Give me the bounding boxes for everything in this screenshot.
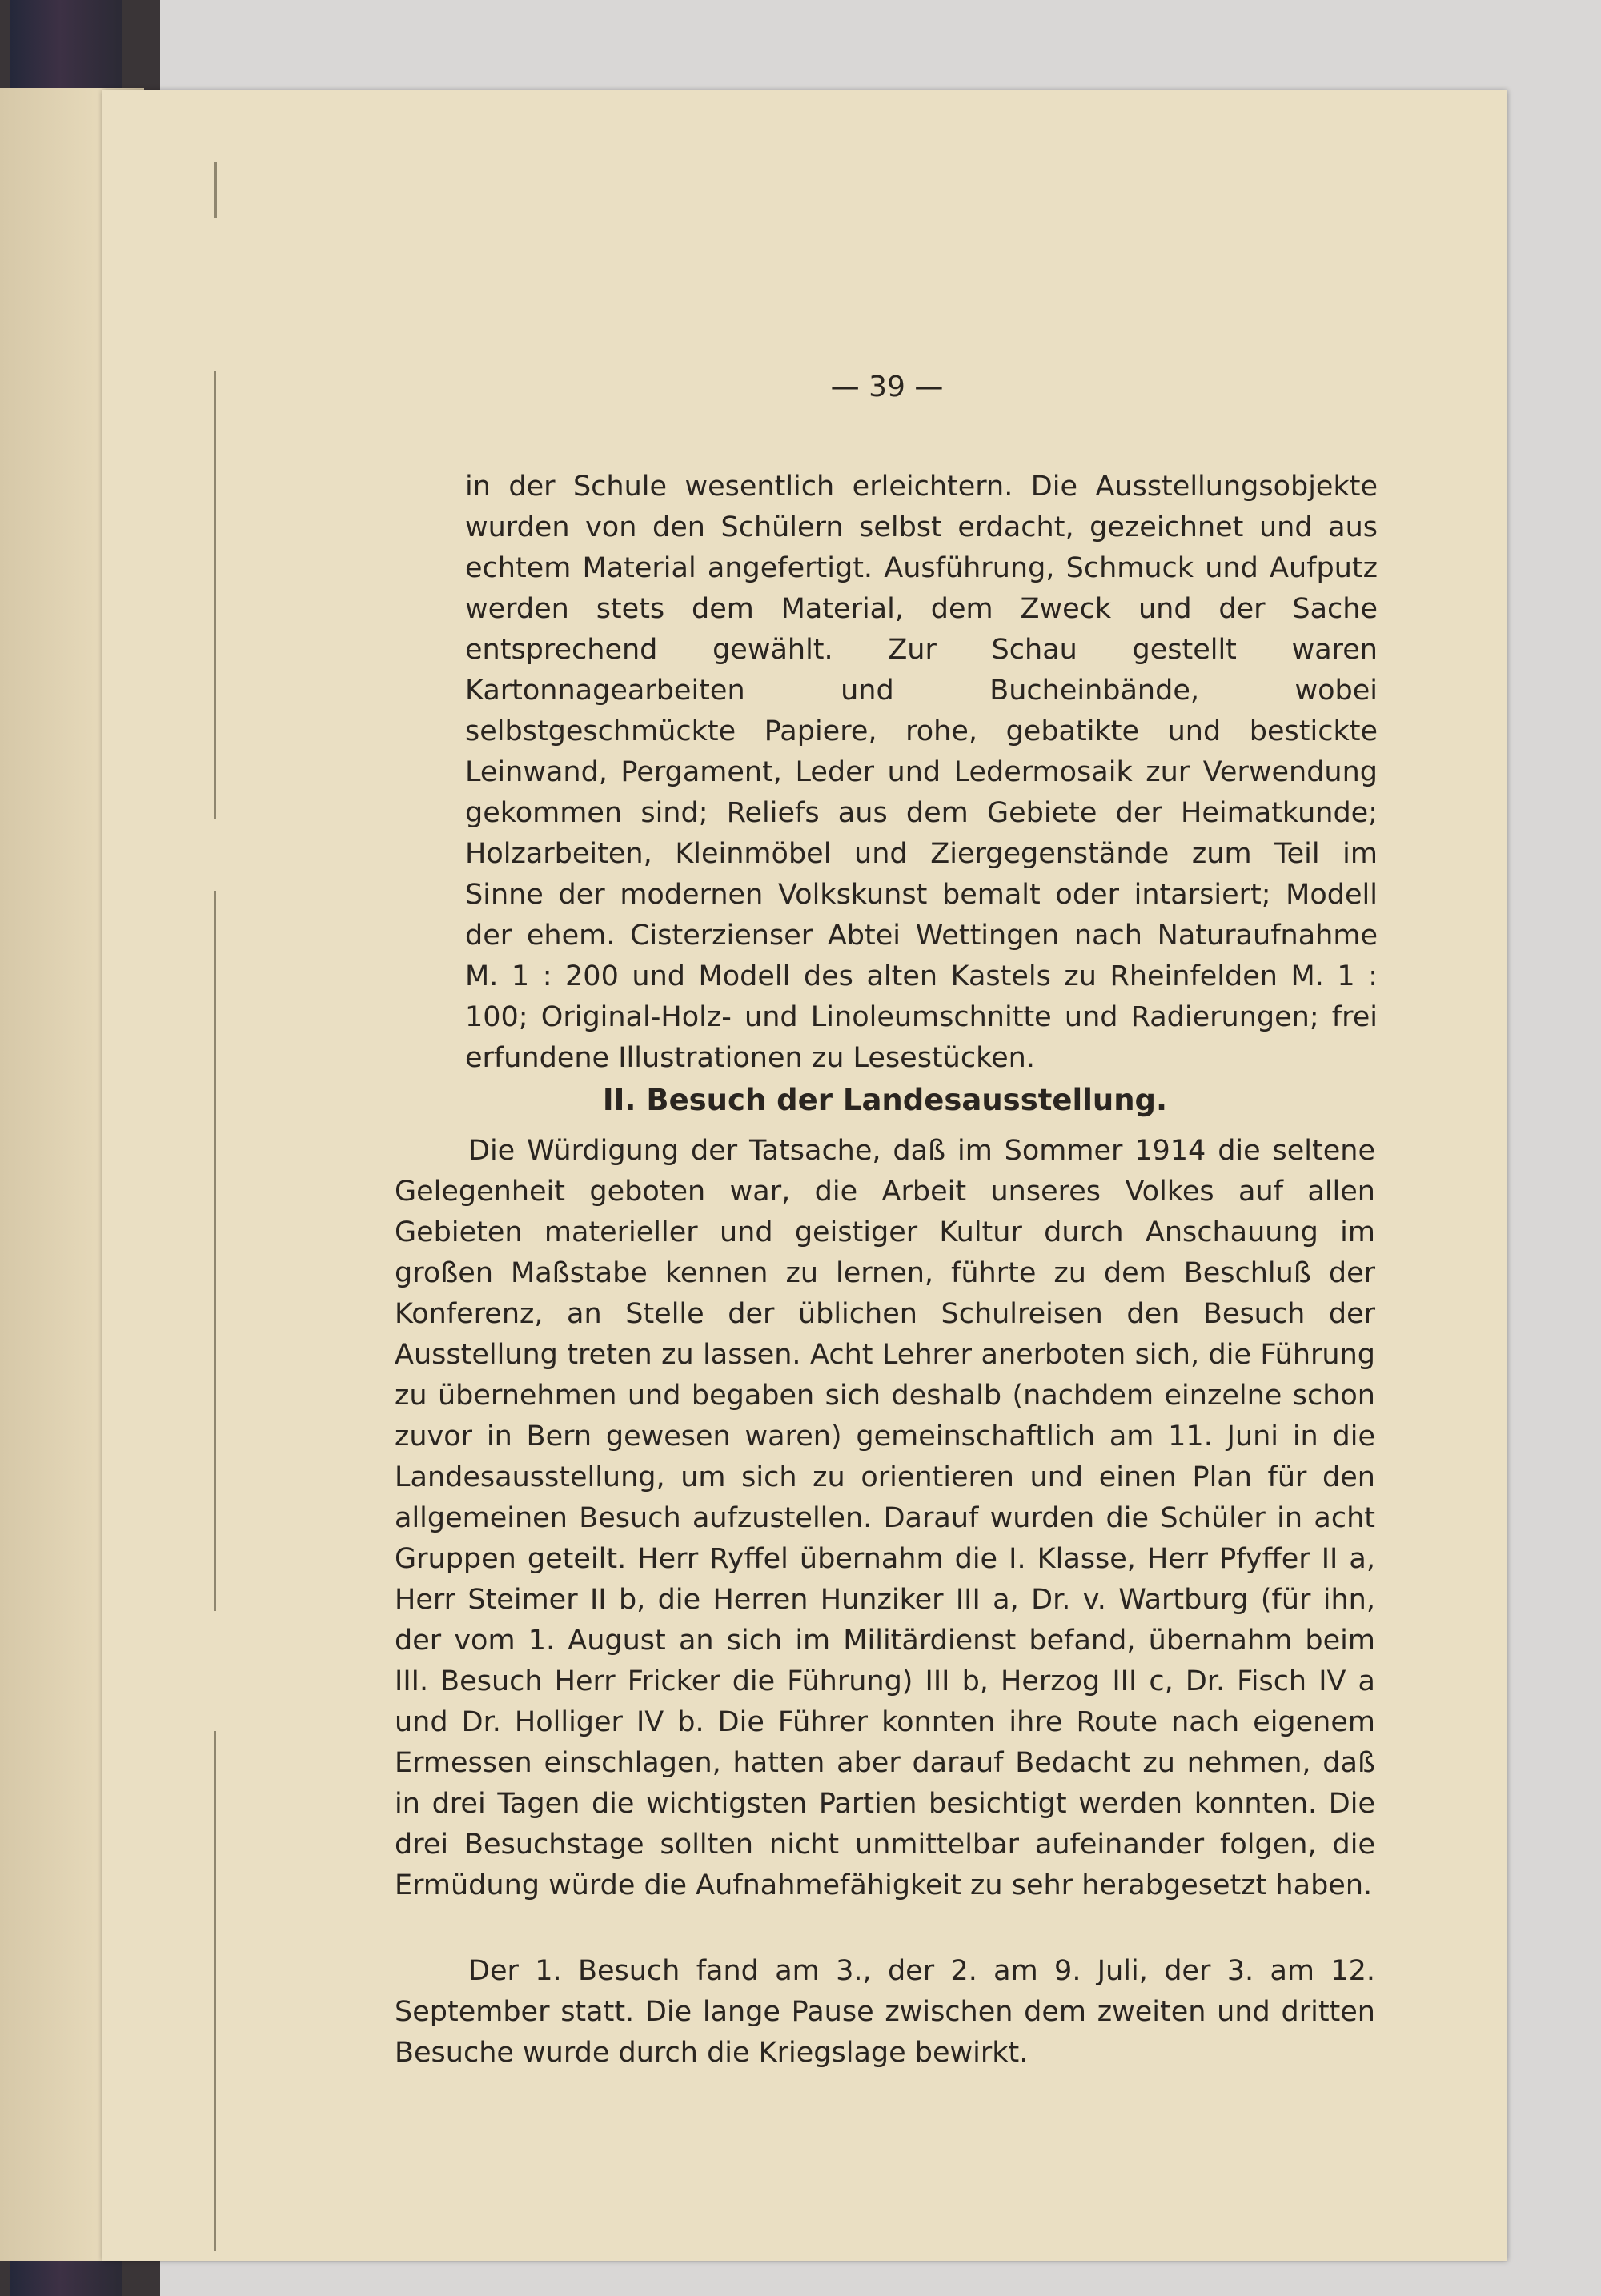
gutter-shadow <box>214 162 217 218</box>
paragraph-visit-dates <box>395 1951 1375 2074</box>
paragraph-visit-exhibition <box>395 1131 1375 1906</box>
gutter-shadow <box>214 1731 216 2251</box>
page-number: — 39 — <box>830 371 944 403</box>
paragraph-continuation <box>465 467 1378 1079</box>
paragraph-text: Die Würdigung der Tatsache, daß im Sommer 1914 die seltene Gelegenheit geboten war, die Arbeit unseres Volkes auf allen Gebieten materieller und geistiger Kultur durch Anschauung im großen Maßstabe kennen zu lernen, führte zu dem Beschluß der Konferenz, an Stelle der üblichen Schulreisen den Besuch der Ausstellung treten zu lassen. Acht Lehrer anerboten sich, die Führung zu übernehmen und begaben sich deshalb (nachdem einzelne schon zuvor in Bern gewesen waren) gemeinschaftlich am 11. Juni in die Landesausstellung, um sich zu orientieren und einen Plan für den allgemeinen Besuch aufzustellen. Darauf wurden die Schüler in acht Gruppen geteilt. Herr Ryffel übernahm die I. Klasse, Herr Pfyffer II a, Herr Steimer II b, die Herren Hunziker III a, Dr. v. Wartburg (für ihn, der vom 1. August an sich im Militärdienst befand, übernahm beim III. Besuch Herr Fricker die Führung) III b, Herzog III c, Dr. Fisch IV a und Dr. Holliger IV b. Die Führer konnten ihre Route nach eigenem Ermessen einschlagen, hatten aber darauf Bedacht zu nehmen, daß in drei Tagen die wichtigsten Partien besichtigt werden konnten. Die drei Besuchstage sollten nicht unmittelbar aufeinander folgen, die Ermüdung würde die Aufnahmefähigkeit zu sehr herabgesetzt haben. <box>395 1135 1375 1901</box>
paragraph-text: Der 1. Besuch fand am 3., der 2. am 9. Juli, der 3. am 12. September statt. Die lange Pause zwischen dem zweiten und dritten Besuche wurde durch die Kriegslage bewirkt. <box>395 1955 1375 2069</box>
gutter-shadow <box>214 371 216 819</box>
book-page <box>102 90 1507 2261</box>
section-heading: II. Besuch der Landesausstellung. <box>602 1083 1168 1117</box>
paragraph-text: in der Schule wesentlich erleichtern. Die Ausstellungsobjekte wurden von den Schülern selbst erdacht, gezeichnet und aus echtem Material angefertigt. Ausführung, Schmuck und Aufputz werden stets dem Material, dem Zweck und der Sache entsprechend gewählt. Zur Schau gestellt waren Kartonnagearbeiten und Bucheinbände, wobei selbstgeschmückte Papiere, rohe, gebatikte und bestickte Leinwand, Pergament, Leder und Ledermosaik zur Verwendung gekommen sind; Reliefs aus dem Gebiete der Heimatkunde; Holzarbeiten, Kleinmöbel und Ziergegenstände zum Teil im Sinne der modernen Volkskunst bemalt oder intarsiert; Modell der ehem. Cisterzienser Abtei Wettingen nach Naturaufnahme M. 1 : 200 und Modell des alten Kastels zu Rheinfelden M. 1 : 100; Original-Holz- und Linoleumschnitte und Radierungen; frei erfundene Illustrationen zu Lesestücken. <box>465 471 1378 1074</box>
gutter-shadow <box>214 891 216 1611</box>
